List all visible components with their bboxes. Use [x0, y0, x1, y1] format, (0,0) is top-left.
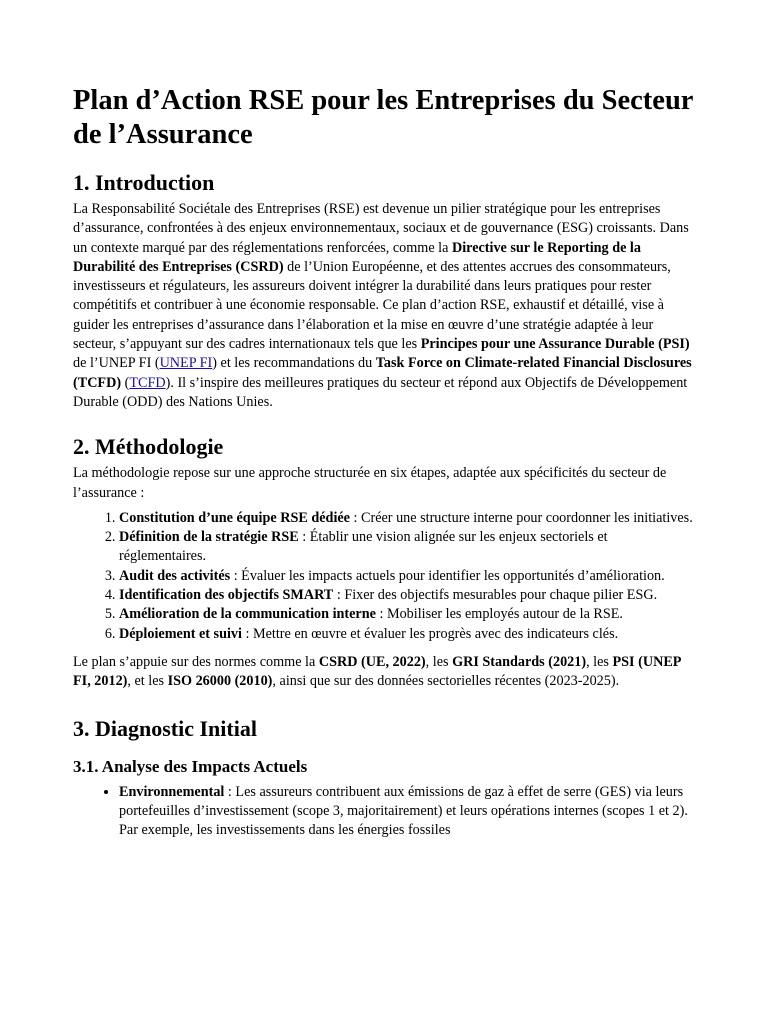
step-title: Constitution d’une équipe RSE dédiée	[119, 509, 350, 526]
norms-text: , les	[586, 653, 613, 670]
step-text: : Fixer des objectifs mesurables pour chaque pilier ESG.	[333, 587, 658, 604]
intro-text: (	[121, 374, 130, 391]
list-item	[119, 528, 698, 567]
intro-text: ). Il s’inspire des meilleures pratiques du secteur et répond aux Objectifs de Développement Durable (ODD) des Nations Unies.	[73, 374, 688, 410]
section-heading-introduction: 1. Introduction	[73, 170, 215, 195]
intro-bold-psi: Principes pour une Assurance Durable (PSI)	[420, 336, 690, 353]
list-item	[119, 783, 698, 841]
step-text: : Établir une vision alignée sur les enjeux sectoriels et réglementaires.	[119, 529, 608, 565]
norms-bold-csrd: CSRD (UE, 2022)	[318, 653, 426, 670]
intro-bold-csrd: Directive sur le Reporting de la Durabilité des Entreprises (CSRD)	[73, 239, 641, 275]
step-title: Identification des objectifs SMART	[119, 587, 334, 604]
document-title: Plan d’Action RSE pour les Entreprises du Secteur de l’Assurance	[73, 85, 693, 150]
document-content	[73, 84, 698, 840]
unep-fi-link[interactable]: UNEP FI	[159, 355, 213, 372]
step-title: Audit des activités	[119, 567, 231, 584]
norms-text: , les	[425, 653, 453, 670]
tcfd-link[interactable]: TCFD	[129, 374, 166, 391]
norms-text: , ainsi que sur des données sectorielles récentes (2023-2025).	[272, 673, 620, 690]
subsection-heading-impacts: 3.1. Analyse des Impacts Actuels	[73, 756, 308, 776]
intro-bold-tcfd: Task Force on Climate-related Financial Disclosures (TCFD)	[73, 355, 692, 391]
norms-bold-iso: ISO 26000 (2010)	[167, 673, 273, 690]
intro-text: de l’Union Européenne, et des attentes accrues des consommateurs, investisseurs et régulateurs, les assureurs doivent intégrer la durabilité dans leurs pratiques pour rester compétitifs et contribuer à une économie responsable. Ce plan d’action RSE, exhaustif et détaillé, vise à guider les entreprises d’assurance dans l’élaboration et la mise en œuvre d’une stratégie adaptée à leur secteur, s’appuyant sur des cadres internationaux tels que les	[73, 258, 671, 353]
step-title: Déploiement et suivi	[119, 625, 242, 642]
step-text: : Mobiliser les employés autour de la RSE.	[375, 606, 623, 623]
methodology-steps-list	[73, 509, 698, 644]
step-text: : Évaluer les impacts actuels pour identifier les opportunités d’amélioration.	[230, 567, 665, 584]
list-item	[119, 509, 698, 528]
methodology-intro-paragraph: La méthodologie repose sur une approche structurée en six étapes, adaptée aux spécificités du secteur de l’assurance :	[73, 465, 667, 501]
norms-bold-psi: PSI (UNEP FI, 2012)	[73, 653, 681, 690]
impacts-list	[73, 783, 698, 841]
step-title: Définition de la stratégie RSE	[119, 529, 299, 546]
norms-text: Le plan s’appuie sur des normes comme la	[73, 653, 319, 670]
intro-text: de l’UNEP FI (	[73, 355, 160, 372]
impact-text: : Les assureurs contribuent aux émissions de gaz à effet de serre (GES) via leurs portefeuilles d’investissement (scope 3, majoritairement) et leurs opérations internes (scopes 1 et 2). Par exemple, les investissements dans les énergies fossiles	[119, 783, 688, 839]
list-item	[119, 605, 698, 624]
list-item	[119, 586, 698, 605]
intro-text: La Responsabilité Sociétale des Entreprises (RSE) est devenue un pilier stratégique pour les entreprises d’assurance, confrontées à des enjeux environnementaux, sociaux et de gouvernance (ESG) croissants. Dans un contexte marqué par des réglementations renforcées, comme la	[73, 201, 689, 256]
impact-title: Environnemental	[119, 783, 225, 800]
norms-bold-gri: GRI Standards (2021)	[452, 653, 587, 670]
step-title: Amélioration de la communication interne	[119, 606, 376, 623]
list-item	[119, 625, 698, 644]
list-item	[119, 567, 698, 586]
step-text: : Créer une structure interne pour coordonner les initiatives.	[349, 509, 693, 526]
section-heading-diagnostic: 3. Diagnostic Initial	[73, 715, 257, 741]
norms-paragraph	[73, 653, 698, 692]
step-text: : Mettre en œuvre et évaluer les progrès avec des indicateurs clés.	[241, 625, 619, 642]
norms-text: , et les	[127, 673, 168, 690]
intro-text: ) et les recommandations du	[212, 355, 376, 372]
introduction-paragraph	[73, 200, 698, 412]
section-heading-methodologie: 2. Méthodologie	[73, 434, 224, 460]
